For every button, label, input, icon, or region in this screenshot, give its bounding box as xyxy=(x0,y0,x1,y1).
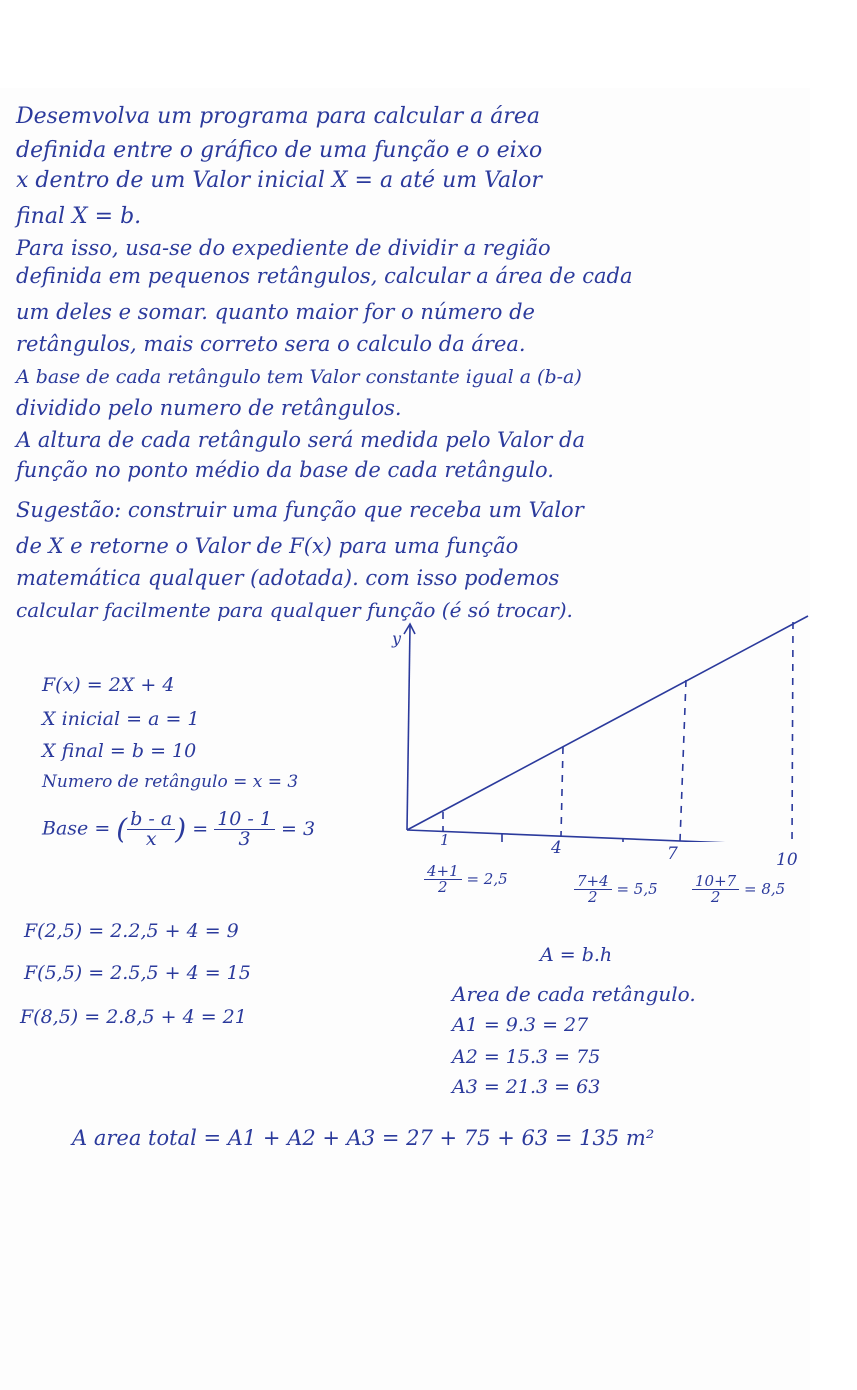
midpoint-1-num: 4+1 xyxy=(424,864,462,880)
base-frac2-den: 3 xyxy=(238,828,251,850)
statement-line-1: Desemvolva um programa para calcular a área xyxy=(16,104,540,129)
evaluation-3: F(8,5) = 2.8,5 + 4 = 21 xyxy=(20,1006,247,1028)
area-heading: Area de cada retângulo. xyxy=(452,982,696,1006)
midpoint-3 xyxy=(692,874,785,905)
x-initial: X inicial = a = 1 xyxy=(42,708,200,730)
area-3: A3 = 21.3 = 63 xyxy=(452,1076,601,1098)
midpoint-2-num: 7+4 xyxy=(574,874,612,890)
evaluation-2: F(5,5) = 2.5,5 + 4 = 15 xyxy=(24,962,251,984)
x-final: X final = b = 10 xyxy=(42,740,197,762)
statement-line-5: Para isso, usa-se do expediente de dividir a região xyxy=(16,236,551,260)
function-definition: F(x) = 2X + 4 xyxy=(42,674,175,696)
total-area: A area total = A1 + A2 + A3 = 27 + 75 + 63 = 135 m² xyxy=(72,1126,655,1150)
function-line xyxy=(407,616,808,830)
midpoint-1-den: 2 xyxy=(438,878,448,896)
midpoint-2-value: = 5,5 xyxy=(616,880,658,898)
base-frac1-num: b - a xyxy=(127,810,175,830)
midpoint-3-den: 2 xyxy=(710,888,721,906)
midpoint-2 xyxy=(574,874,658,905)
area-2: A2 = 15.3 = 75 xyxy=(452,1046,601,1068)
statement-line-2: definida entre o gráfico de uma função e o eixo xyxy=(16,138,543,163)
statement-line-12: função no ponto médio da base de cada retângulo. xyxy=(16,458,554,482)
midpoint-1 xyxy=(424,864,508,895)
equals-sign: = xyxy=(192,818,209,840)
base-result: = 3 xyxy=(281,818,316,840)
area-1: A1 = 9.3 = 27 xyxy=(452,1014,589,1036)
tick-label-4: 4 xyxy=(551,838,562,858)
statement-line-13: Sugestão: construir uma função que receba um Valor xyxy=(16,498,584,522)
statement-line-9: A base de cada retângulo tem Valor constante igual a (b-a) xyxy=(16,366,582,388)
statement-line-16: calcular facilmente para qualquer função (é só trocar). xyxy=(16,598,573,622)
statement-line-6: definida em pequenos retângulos, calcular a área de cada xyxy=(16,264,633,288)
statement-line-7: um deles e somar. quanto maior for o número de xyxy=(16,300,535,324)
statement-line-15: matemática qualquer (adotada). com isso podemos xyxy=(16,566,560,590)
division-line-4 xyxy=(792,622,793,842)
tick-label-1: 1 xyxy=(440,831,450,849)
y-axis xyxy=(407,626,410,830)
base-frac1-den: x xyxy=(145,828,157,850)
tick-label-7: 7 xyxy=(667,844,678,864)
paren-close: ) xyxy=(175,812,187,846)
midpoint-3-num: 10+7 xyxy=(692,874,739,890)
midpoint-3-value: = 8,5 xyxy=(743,880,786,898)
midpoint-2-den: 2 xyxy=(588,888,598,906)
rectangle-count: Numero de retângulo = x = 3 xyxy=(42,772,299,792)
statement-line-10: dividido pelo numero de retângulos. xyxy=(16,396,402,420)
paren-open: ( xyxy=(116,812,128,846)
statement-line-11: A altura de cada retângulo será medida pelo Valor da xyxy=(16,428,585,452)
statement-line-14: de X e retorne o Valor de F(x) para uma função xyxy=(16,534,519,558)
function-graph xyxy=(380,612,810,842)
statement-line-8: retângulos, mais correto sera o calculo da área. xyxy=(16,332,526,356)
base-label: Base = xyxy=(42,817,111,840)
base-frac2-num: 10 - 1 xyxy=(214,810,275,830)
x-axis xyxy=(407,830,805,842)
division-line-3 xyxy=(680,680,686,841)
tick-label-10: 10 xyxy=(776,850,798,870)
statement-line-3: x dentro de um Valor inicial X = a até um Valor xyxy=(16,168,542,193)
statement-line-4: final X = b. xyxy=(16,204,142,229)
y-axis-label: y xyxy=(392,629,402,648)
evaluation-1: F(2,5) = 2.2,5 + 4 = 9 xyxy=(24,920,239,942)
midpoint-1-value: = 2,5 xyxy=(466,870,508,888)
area-formula: A = b.h xyxy=(540,944,613,966)
base-calculation xyxy=(42,810,315,849)
division-line-2 xyxy=(561,747,563,836)
